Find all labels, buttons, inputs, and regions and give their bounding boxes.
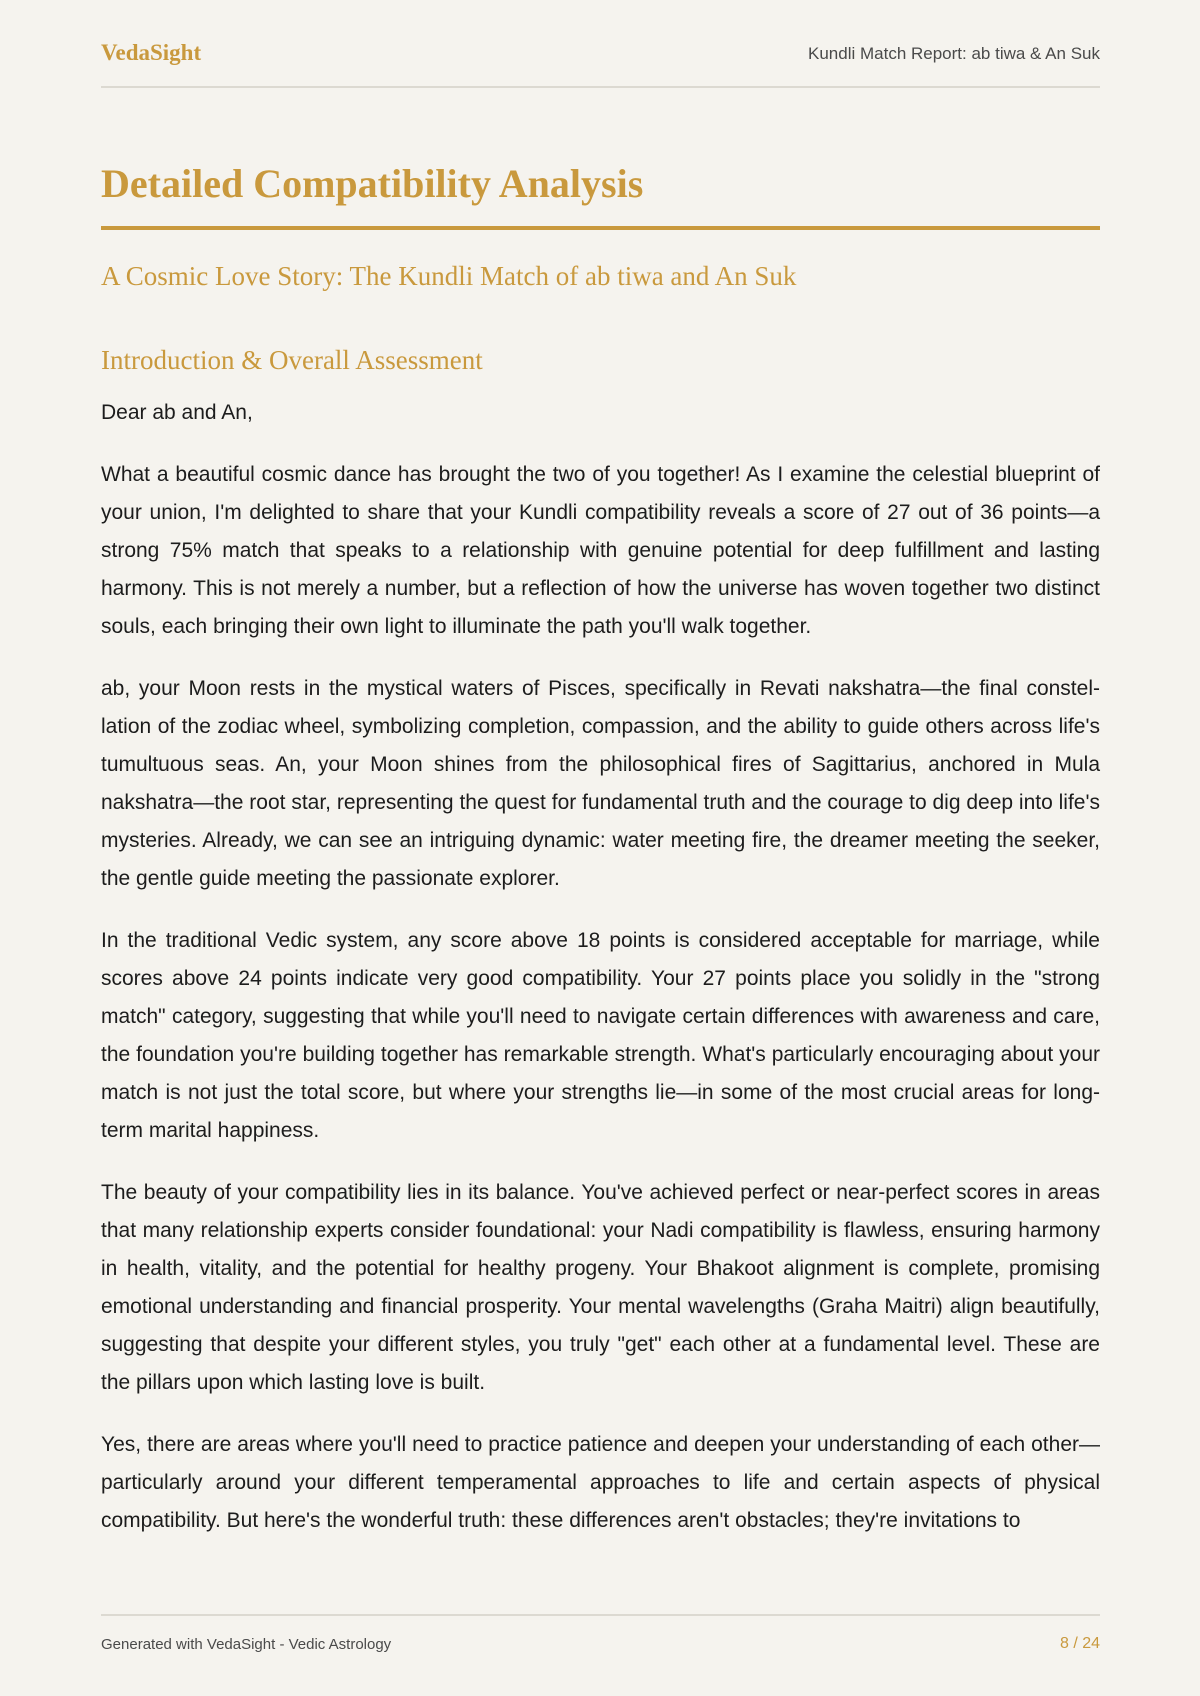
page-footer	[101, 1614, 1100, 1676]
paragraph-4: The beauty of your compatibility lies in its balance. You've achieved perfect or near-perfect scores in areas that many relationship experts consider foundational: your Nadi compatibility is flawless, ensuring harmony in health, vitality, and the potential for healthy progeny. Your Bhakoot alignment is complete, promising emotional understanding and financial prosperity. Your mental wavelengths (Graha Maitri) align beautifully, suggesting that despite your different styles, you truly "get" each other at a fundamental level. These are the pillars upon which lasting love is built.	[101, 1181, 1100, 1394]
greeting: Dear ab and An,	[101, 401, 253, 424]
body-text	[101, 394, 1100, 1564]
brand-logo-text: VedaSight	[101, 40, 202, 65]
report-page	[101, 0, 1100, 1696]
paragraph-3: In the traditional Vedic system, any score above 18 points is considered acceptable for marriage, while scores above 24 points indicate very good compatibility. Your 27 points place you solidly in the "strong match" category, suggesting that while you'll need to navigate certain differences with awareness and care, the foundation you're building together has remarkable strength. What's particularly encouraging about your match is not just the total score, but where your strengths lie—in some of the most crucial areas for long-term marital happiness.	[101, 929, 1100, 1142]
report-title: Kundli Match Report: ab tiwa & An Suk	[808, 44, 1100, 63]
page-title: Detailed Compatibility Analysis	[101, 161, 644, 206]
footer-generated-by: Generated with VedaSight - Vedic Astrology	[101, 1636, 392, 1653]
title-divider	[101, 226, 1100, 230]
page-subtitle: A Cosmic Love Story: The Kundli Match of ab tiwa and An Suk	[101, 261, 797, 291]
paragraph-2: ab, your Moon rests in the mystical waters of Pisces, specifically in Revati nakshatra—the final constellation of the zodiac wheel, symbolizing completion, compassion, and the ability to guide others across life's tumultuous seas. An, your Moon shines from the philosophical fires of Sagittarius, anchored in Mula nakshatra—the root star, representing the quest for fundamental truth and the courage to dig deep into life's mysteries. Already, we can see an intriguing dynamic: water meeting fire, the dreamer meeting the seeker, the gentle guide meeting the passionate explorer.	[101, 677, 1100, 890]
page-header	[101, 36, 1100, 88]
paragraph-5: Yes, there are areas where you'll need to practice patience and deepen your understanding of each other—particularly around your different temperamental approaches to life and certain aspects of physical compatibility. But here's the wonderful truth: these differences aren't obstacles; they're invitations to	[101, 1433, 1100, 1532]
page-number: 8 / 24	[1059, 1635, 1100, 1652]
section-heading: Introduction & Overall Assessment	[101, 345, 483, 375]
paragraph-1: What a beautiful cosmic dance has brought the two of you together! As I examine the celestial blueprint of your union, I'm delighted to share that your Kundli compatibility reveals a score of 27 out of 36 points—a strong 75% match that speaks to a relationship with genuine potential for deep fulfillment and lasting harmony. This is not merely a number, but a reflection of how the universe has woven together two distinct souls, each bringing their own light to illuminate the path you'll walk together.	[101, 463, 1100, 638]
